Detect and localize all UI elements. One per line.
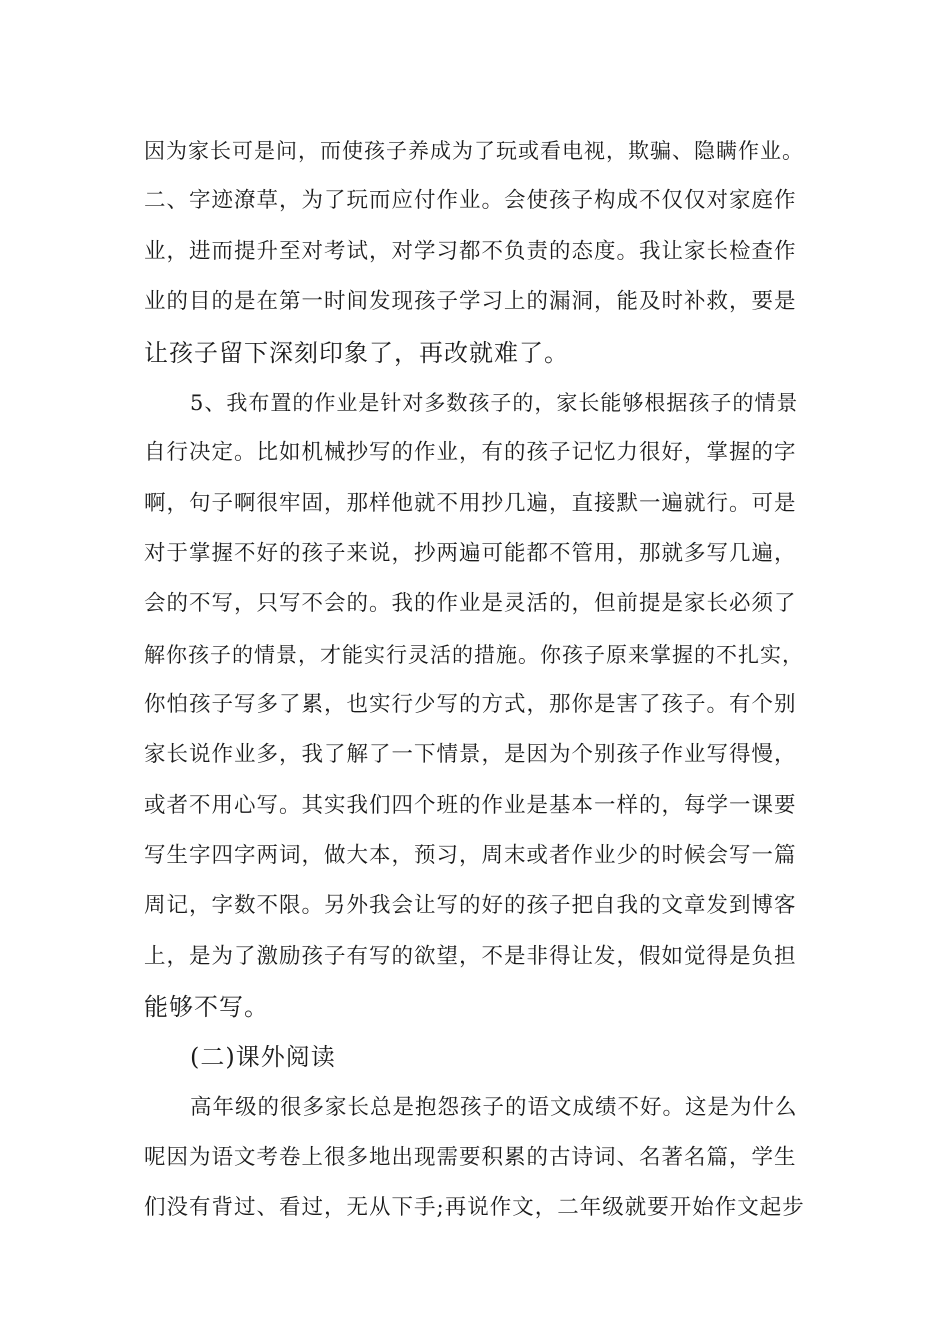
text-line: 因为家长可是问，而使孩子养成为了玩或看电视，欺骗、隐瞒作业。 <box>144 139 804 163</box>
text-line: 能够不写。 <box>144 993 269 1021</box>
text-line: 会的不写，只写不会的。我的作业是灵活的，但前提是家长必须了 <box>144 591 797 616</box>
text-line: 解你孩子的情景，才能实行灵活的措施。你孩子原来掌握的不扎实， <box>144 643 804 667</box>
paragraph-first-line: 5、我布置的作业是针对多数孩子的，家长能够根据孩子的情景 <box>190 391 799 415</box>
text-line: 对于掌握不好的孩子来说，抄两遍可能都不管用，那就多写几遍， <box>144 541 797 566</box>
text-line: 写生字四字两词，做大本，预习，周末或者作业少的时候会写一篇 <box>144 843 797 868</box>
section-heading: (二)课外阅读 <box>190 1043 336 1071</box>
text-line: 或者不用心写。其实我们四个班的作业是基本一样的，每学一课要 <box>144 793 797 818</box>
text-line: 呢因为语文考卷上很多地出现需要积累的古诗词、名著名篇，学生 <box>144 1145 797 1170</box>
text-line: 们没有背过、看过，无从下手;再说作文，二年级就要开始作文起步 <box>144 1195 805 1220</box>
text-line: 家长说作业多，我了解了一下情景，是因为个别孩子作业写得慢， <box>144 742 797 767</box>
text-line: 啊，句子啊很牢固，那样他就不用抄几遍，直接默一遍就行。可是 <box>144 491 797 516</box>
text-line: 自行决定。比如机械抄写的作业，有的孩子记忆力很好，掌握的字 <box>144 440 797 465</box>
text-line: 上，是为了激励孩子有写的欲望，不是非得让发，假如觉得是负担 <box>144 944 797 969</box>
text-line: 业的目的是在第一时间发现孩子学习上的漏洞，能及时补救，要是 <box>144 289 797 314</box>
text-line: 让孩子留下深刻印象了，再改就难了。 <box>144 339 569 367</box>
paragraph-first-line: 高年级的很多家长总是抱怨孩子的语文成绩不好。这是为什么 <box>190 1095 798 1120</box>
text-line: 二、字迹潦草，为了玩而应付作业。会使孩子构成不仅仅对家庭作 <box>144 188 797 213</box>
text-line: 业，进而提升至对考试，对学习都不负责的态度。我让家长检查作 <box>144 239 797 264</box>
text-line: 周记，字数不限。另外我会让写的好的孩子把自我的文章发到博客 <box>144 893 797 918</box>
text-line: 你怕孩子写多了累，也实行少写的方式，那你是害了孩子。有个别 <box>144 692 797 717</box>
